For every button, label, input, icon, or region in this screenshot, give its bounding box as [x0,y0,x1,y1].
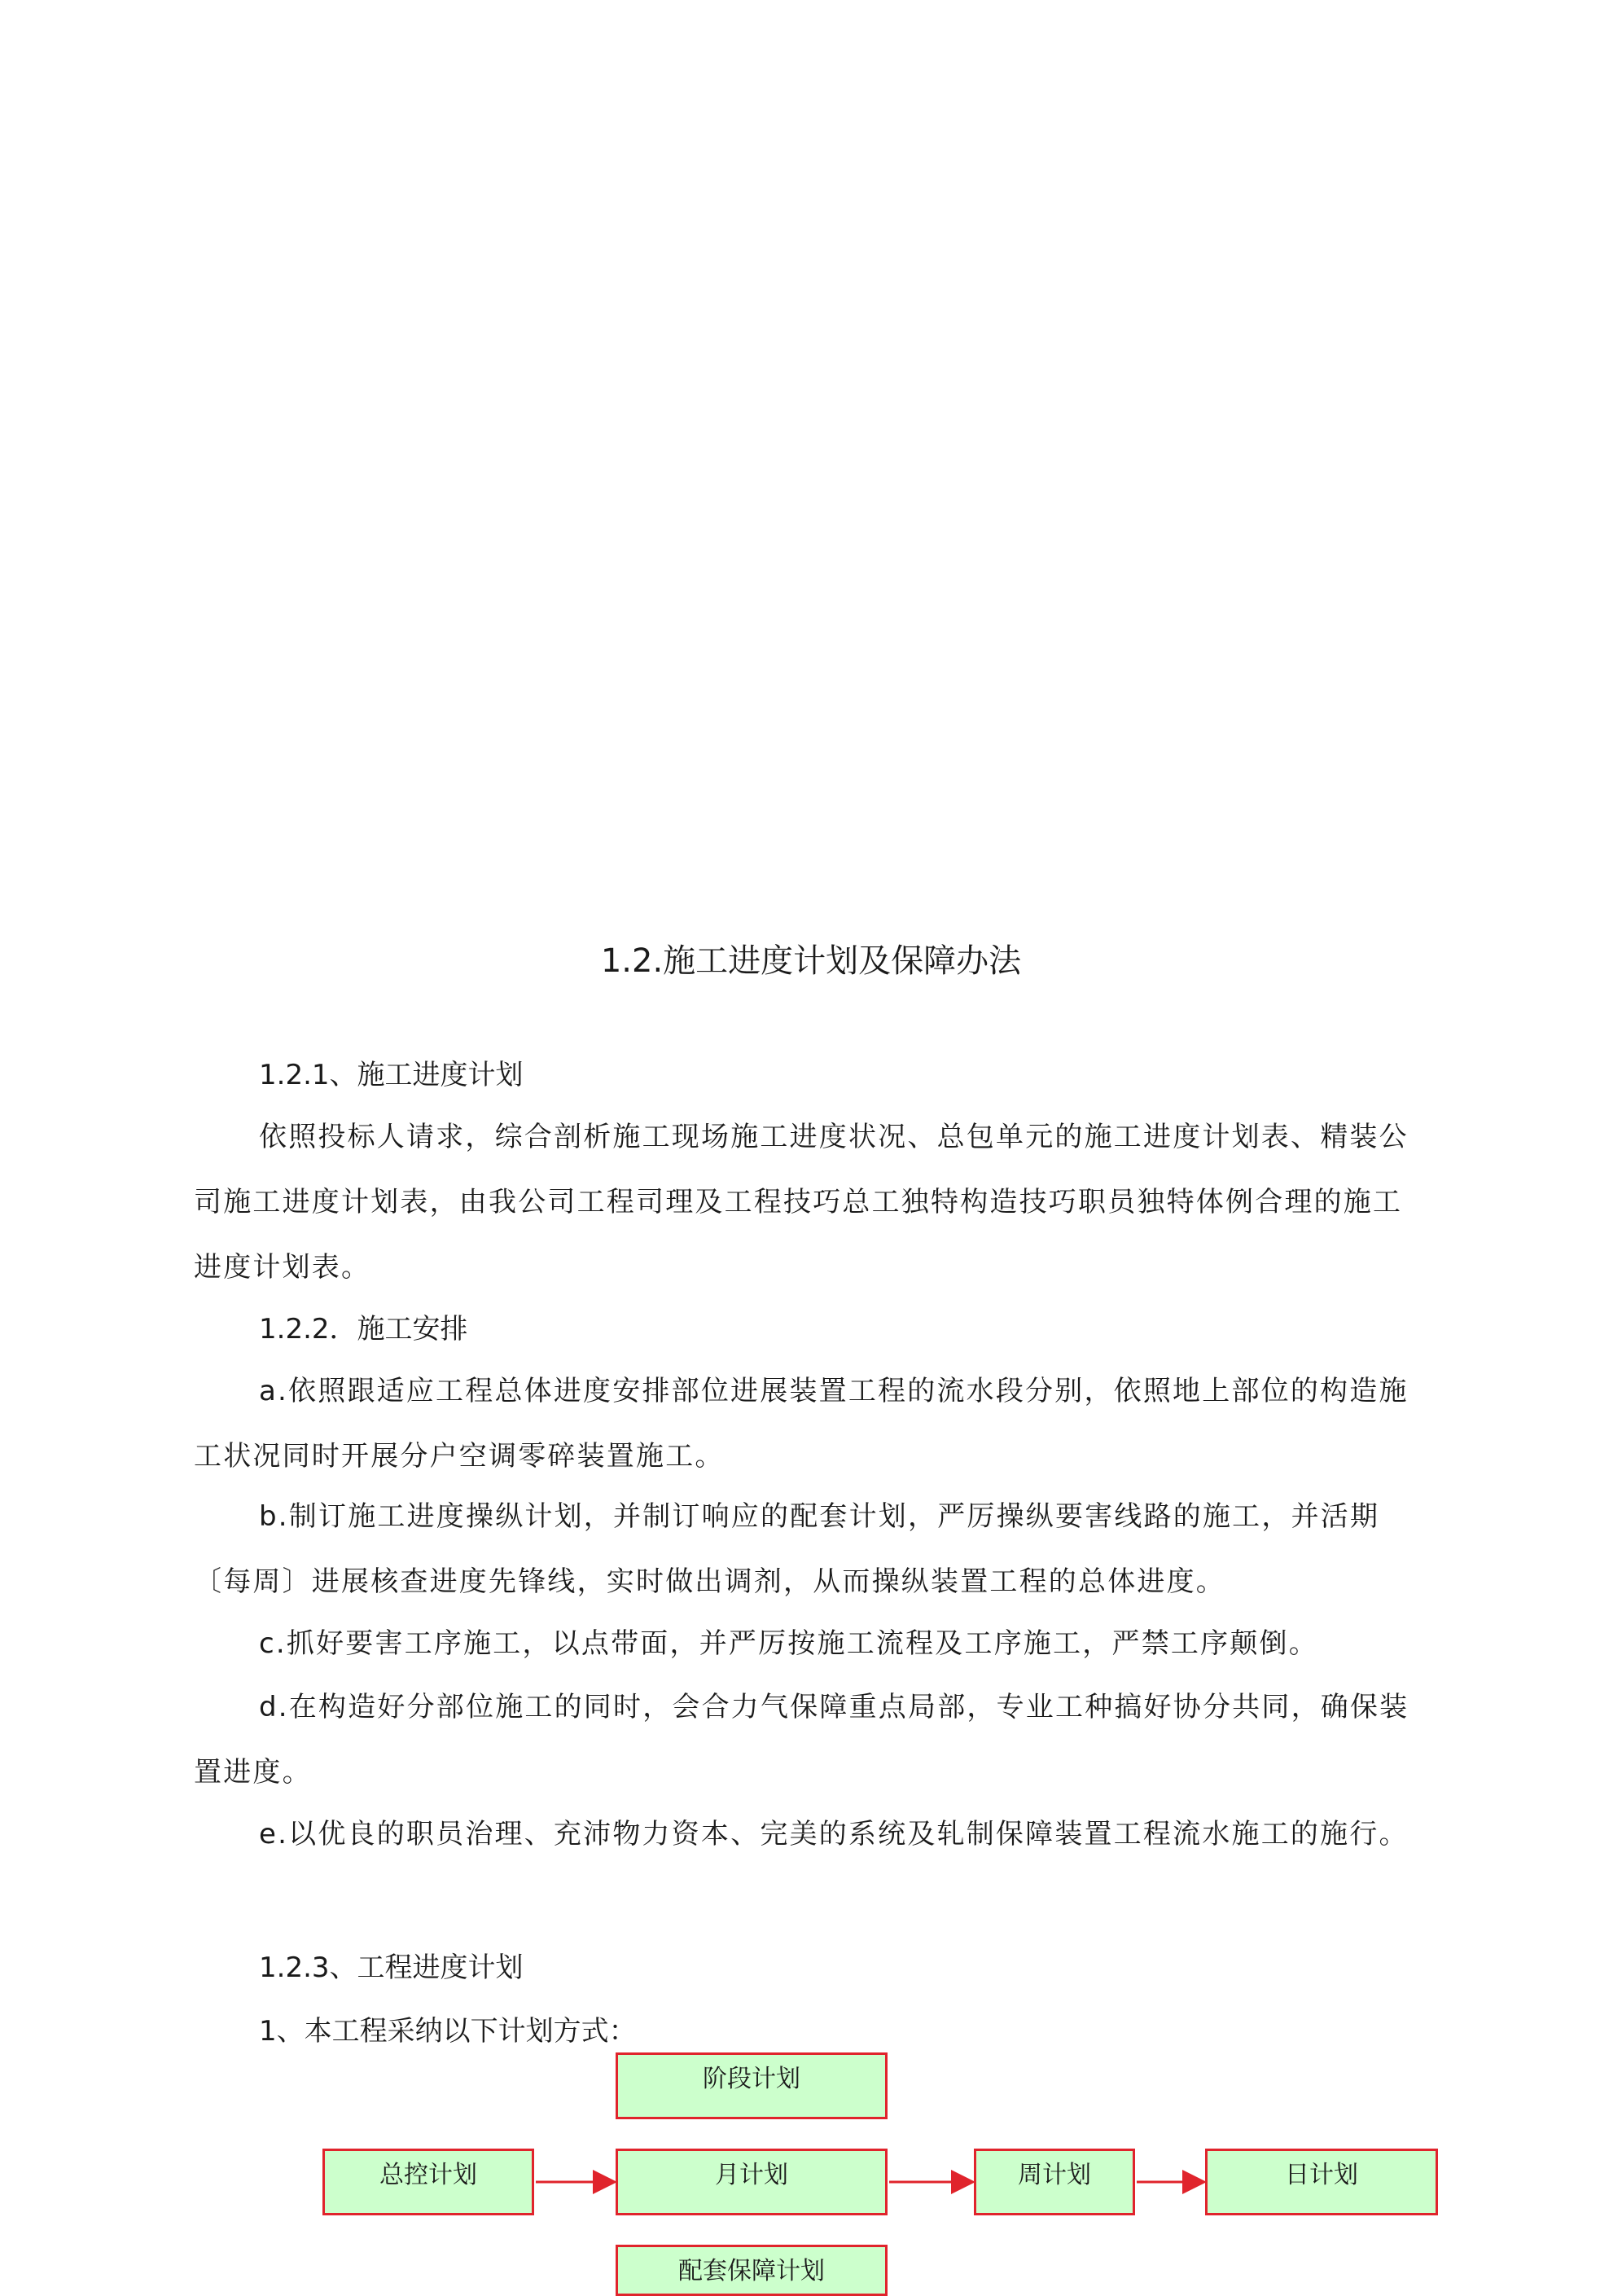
heading-1-2-3: 1.2.3、工程进度计划 [259,1951,524,1984]
section-title: 1.2.施工进度计划及保障办法 [600,942,1022,980]
item-e: e.以优良的职员治理、充沛物力资本、完美的系统及轧制保障装置工程流水施工的施行。 [259,1818,1409,1850]
item-d: d.在构造好分部位施工的同时，会合力气保障重点局部，专业工种搞好协分共同，确保装置进度。 [194,1691,1409,1789]
heading-1-2-2: 1.2.2．施工安排 [259,1313,468,1346]
heading-1-2-1: 1.2.1、施工进度计划 [259,1059,524,1091]
flow-box-master-plan: 总控计划 [322,2149,534,2215]
paragraph-schedule: 依照投标人请求，综合剖析施工现场施工进度状况、总包单元的施工进度计划表、精装公司施工进度计划表，由我公司工程司理及工程技巧总工独特构造技巧职员独特体例合理的施工进度计划表。 [194,1121,1409,1284]
flow-box-support-plan: 配套保障计划 [616,2245,888,2296]
flow-box-monthly-plan: 月计划 [616,2149,888,2215]
item-b: b.制订施工进度操纵计划，并制订响应的配套计划，严厉操纵要害线路的施工，并活期〔每周〕进展核查进度先锋线，实时做出调剂，从而操纵装置工程的总体进度。 [194,1500,1380,1598]
flow-box-phase-plan: 阶段计划 [616,2052,888,2119]
item-c: c.抓好要害工序施工，以点带面，并严厉按施工流程及工序施工，严禁工序颠倒。 [259,1627,1318,1660]
flow-box-weekly-plan: 周计划 [974,2149,1135,2215]
item-a: a.依照跟适应工程总体进度安排部位进展装置工程的流水段分别，依照地上部位的构造施工状况同时开展分户空调零碎装置施工。 [194,1375,1409,1473]
flow-box-daily-plan: 日计划 [1205,2149,1438,2215]
plan-method-intro: 1、本工程采纳以下计划方式： [259,2015,637,2048]
